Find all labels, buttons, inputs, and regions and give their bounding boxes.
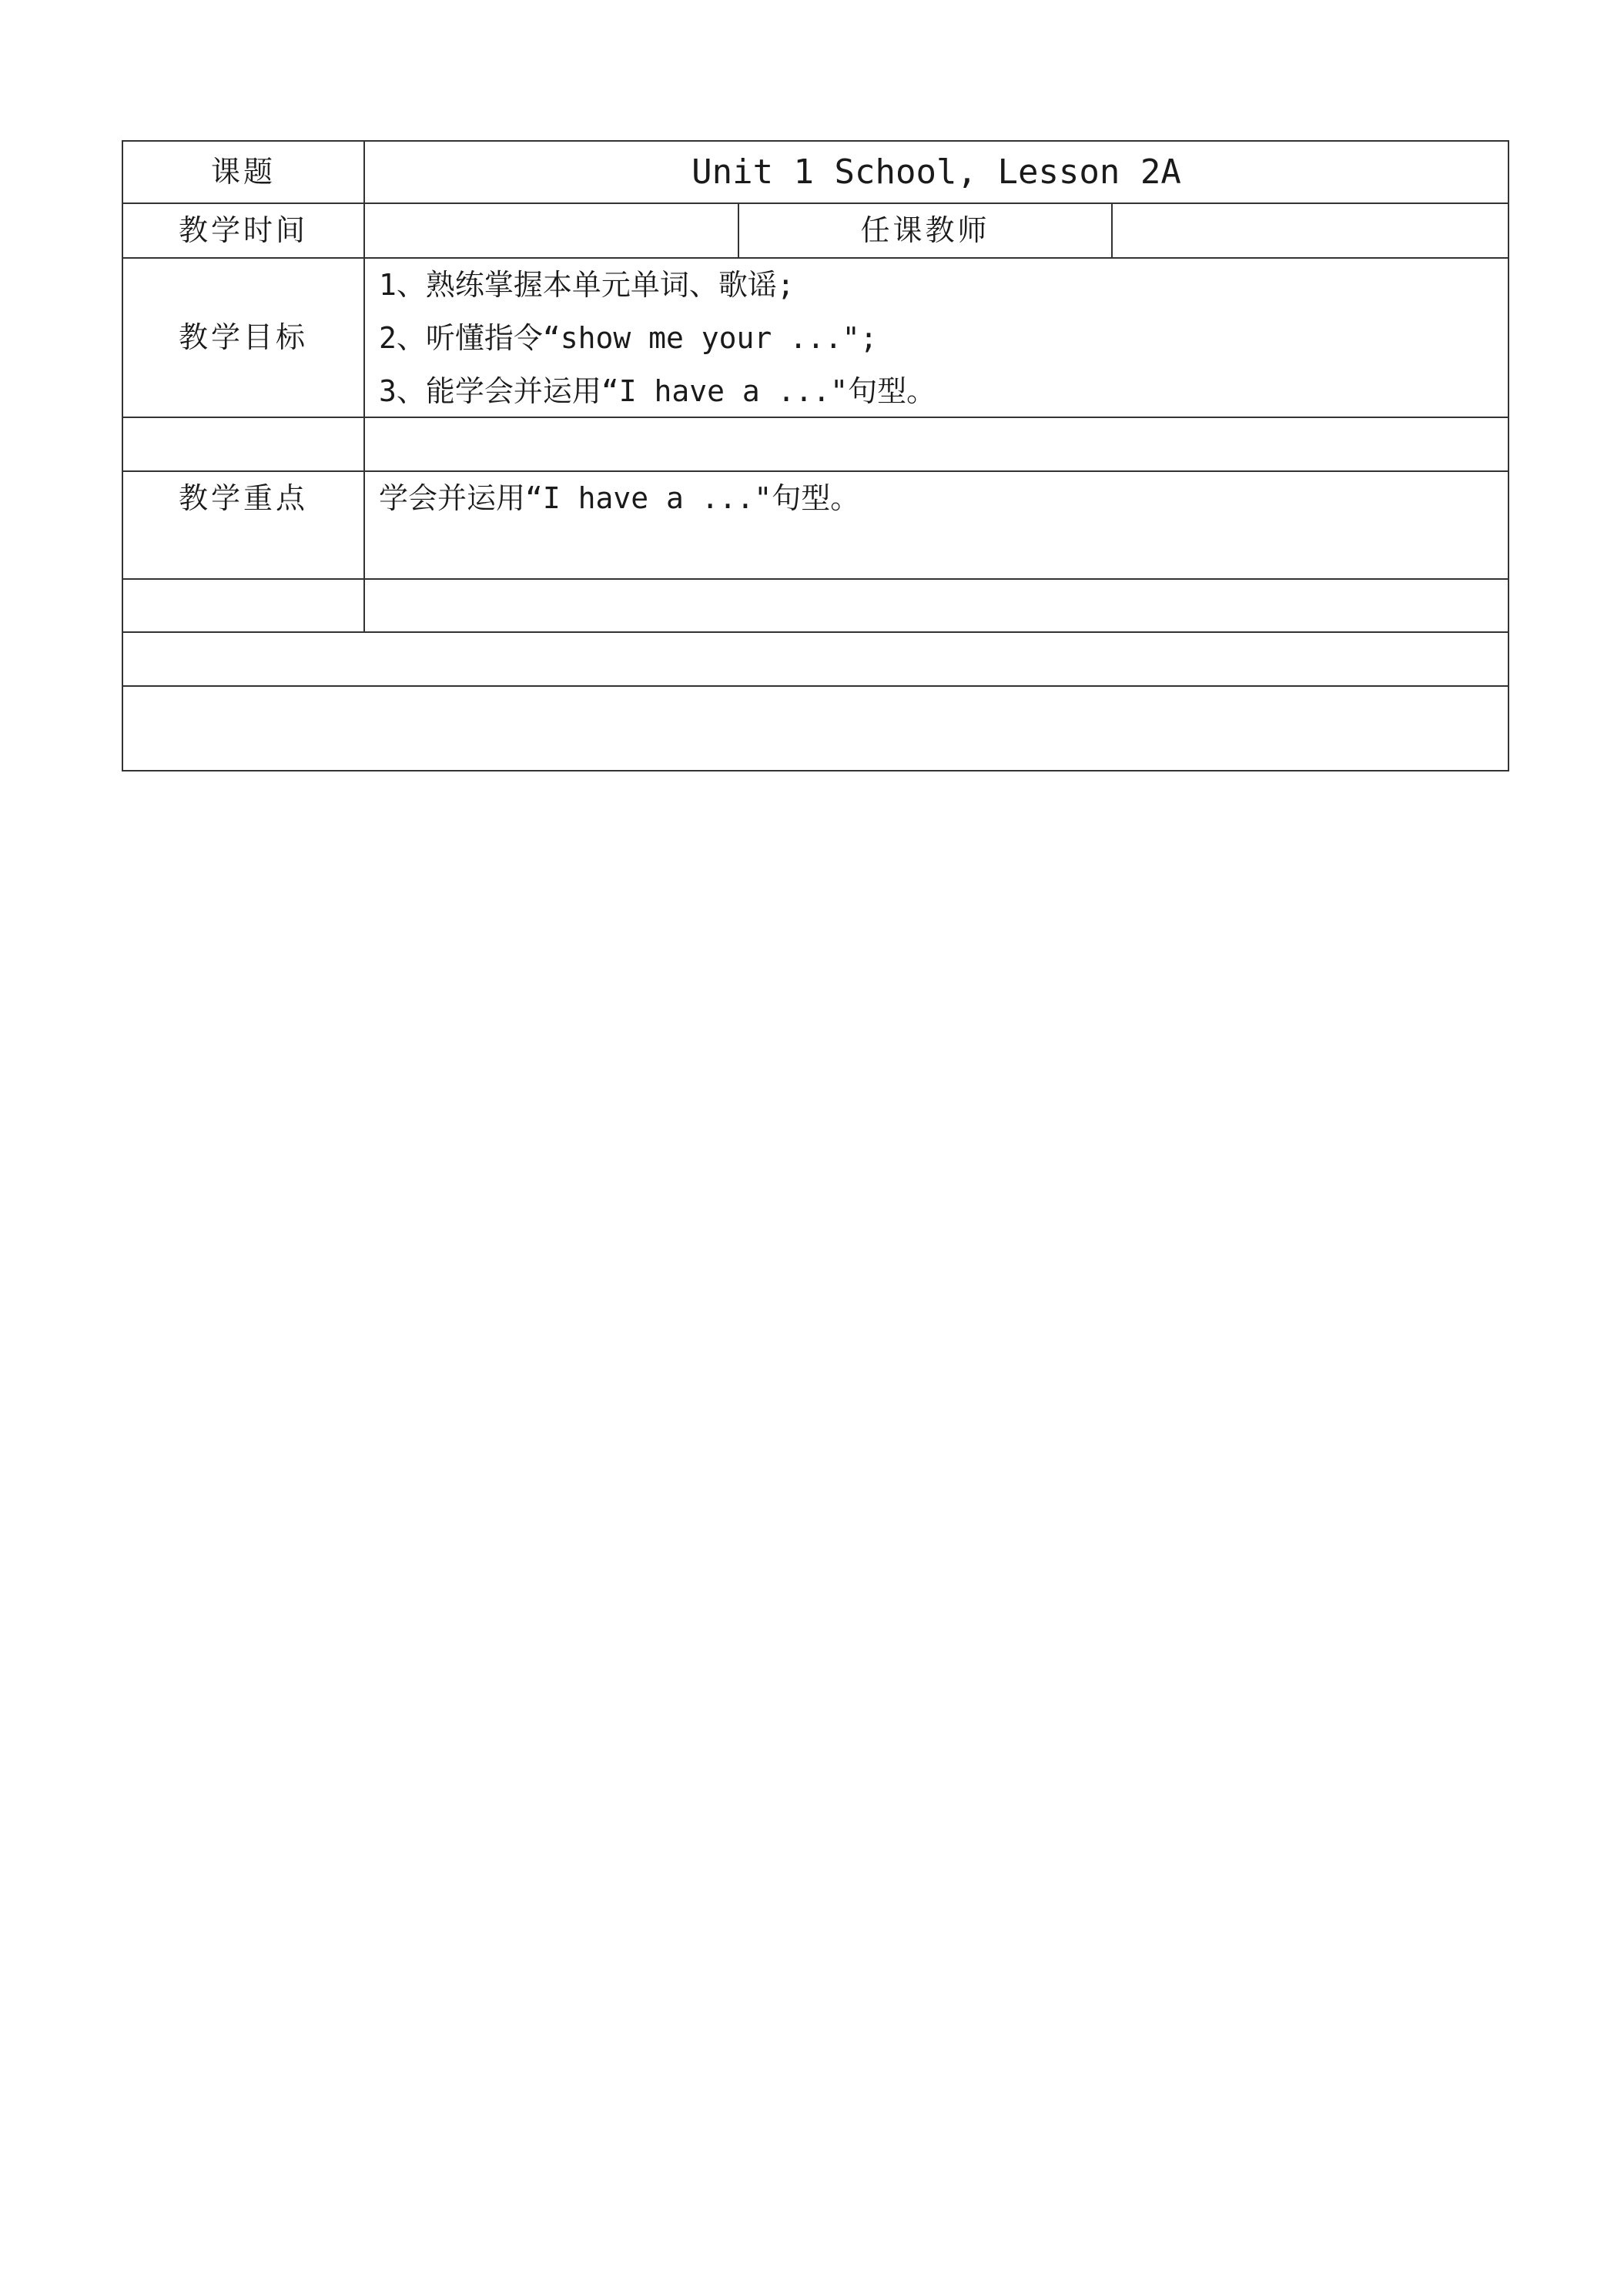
objectives-list (365, 259, 1508, 417)
teacher-value (1113, 204, 1508, 257)
keypoints-value: 学会并运用“I have a ..."句型。 (379, 481, 860, 515)
time-value (365, 204, 738, 257)
time-label: 教学时间 (178, 213, 308, 247)
keypoints-label: 教学重点 (178, 481, 308, 515)
objective-item: 3、能学会并运用“I have a ..."句型。 (379, 374, 936, 408)
objective-item: 1、熟练掌握本单元单词、歌谣; (379, 268, 795, 302)
objective-item: 2、听懂指令“show me your ..."; (379, 321, 878, 355)
topic-value: Unit 1 School, Lesson 2A (691, 152, 1181, 192)
objectives-label: 教学目标 (178, 320, 308, 354)
topic-label: 课题 (210, 155, 276, 189)
teacher-label: 任课教师 (860, 213, 990, 247)
